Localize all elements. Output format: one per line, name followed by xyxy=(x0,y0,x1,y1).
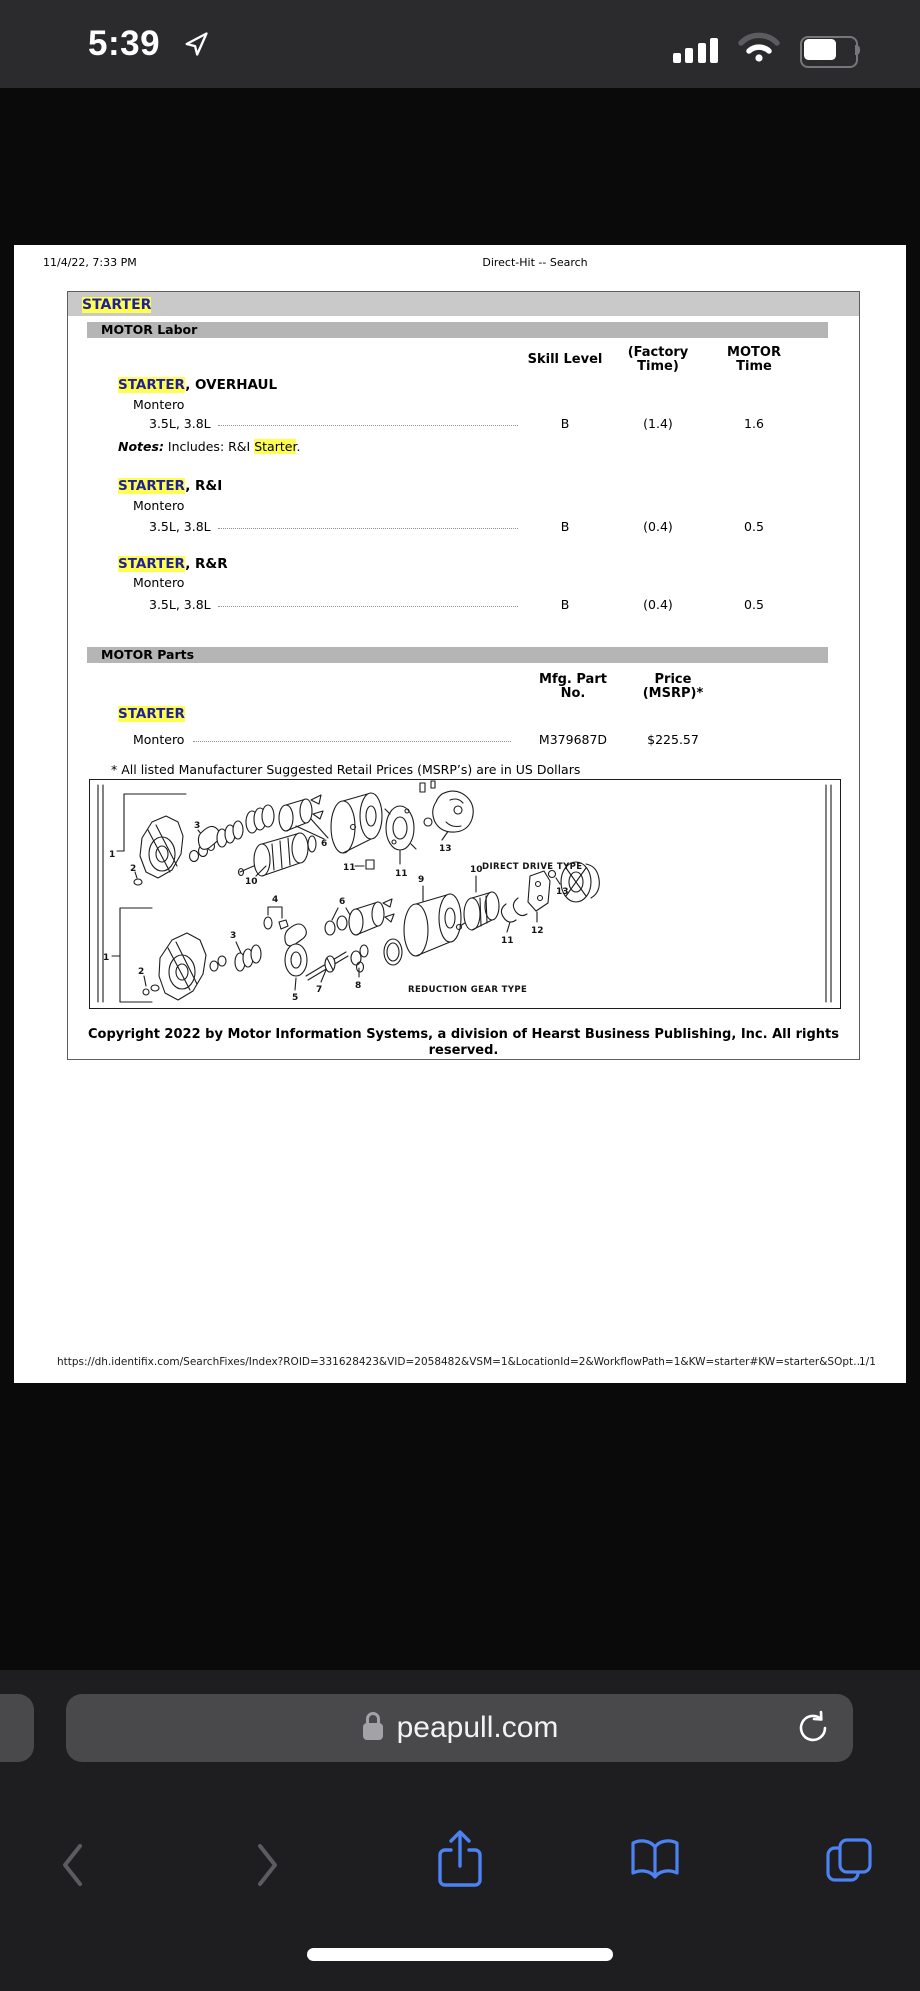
starter-exploded-diagram xyxy=(89,779,841,1009)
col-price-msrp: Price (MSRP)* xyxy=(642,672,704,701)
page-title: Direct-Hit -- Search xyxy=(482,256,588,269)
diagram-part-number: 2 xyxy=(130,864,137,874)
labor-entry-title: STARTER, R&R xyxy=(118,556,228,572)
dotted-leader xyxy=(218,528,518,529)
dotted-leader xyxy=(218,425,518,426)
diagram-part-number: 7 xyxy=(316,985,323,995)
copyright-notice: Copyright 2022 by Motor Information Systems, a division of Hearst Business Publishing, Inc. All rights reserved. xyxy=(88,1027,839,1058)
model-name: Montero xyxy=(133,498,185,513)
diagram-part-number: 11 xyxy=(343,863,356,873)
factory-time-value: (0.4) xyxy=(643,519,673,534)
diagram-part-number: 6 xyxy=(321,839,328,849)
diagram-part-number: 2 xyxy=(138,967,145,977)
diagram-part-number: 3 xyxy=(230,931,237,941)
diagram-part-number: 3 xyxy=(194,821,201,831)
dotted-leader xyxy=(218,606,518,607)
parts-entry-title: STARTER xyxy=(118,706,185,722)
skill-value: B xyxy=(560,416,570,431)
msrp-disclaimer: * All listed Manufacturer Suggested Retail Prices (MSRP’s) are in US Dollars xyxy=(111,762,581,777)
diagram-part-number: 8 xyxy=(355,981,362,991)
factory-time-value: (0.4) xyxy=(643,597,673,612)
notes-line: Notes: Includes: R&I Starter. xyxy=(118,439,301,454)
bookmarks-button[interactable] xyxy=(628,1838,682,1889)
col-motor-time: MOTOR Time xyxy=(727,345,781,374)
skill-value: B xyxy=(560,597,570,612)
col-factory-time: (Factory Time) xyxy=(627,345,689,374)
print-timestamp: 11/4/22, 7:33 PM xyxy=(43,256,137,269)
motor-time-value: 0.5 xyxy=(744,519,764,534)
col-skill-level: Skill Level xyxy=(527,352,603,367)
diagram-part-number: 1 xyxy=(109,850,116,860)
diagram-label-direct-drive: DIRECT DRIVE TYPE xyxy=(482,862,583,872)
safari-toolbar xyxy=(0,1670,920,1991)
clock: 5:39 xyxy=(88,24,161,63)
share-button[interactable] xyxy=(435,1828,485,1895)
pdf-page[interactable] xyxy=(14,245,906,1383)
diagram-part-number: 11 xyxy=(501,936,514,946)
address-bar[interactable] xyxy=(66,1694,853,1762)
labor-entry-title: STARTER, R&I xyxy=(118,478,223,494)
address-text: peapull.com xyxy=(396,1711,559,1744)
adjacent-tab-edge[interactable] xyxy=(0,1694,34,1762)
diagram-part-number: 13 xyxy=(556,887,569,897)
diagram-part-number: 13 xyxy=(439,844,452,854)
bottom-nav-row xyxy=(0,1842,920,1902)
reload-button[interactable] xyxy=(795,1710,831,1746)
section-header-bar xyxy=(68,292,859,316)
cellular-signal-icon xyxy=(673,37,719,63)
status-bar xyxy=(0,0,920,88)
back-button[interactable] xyxy=(58,1842,86,1893)
engine-spec: 3.5L, 3.8L xyxy=(149,519,211,534)
diagram-part-number: 10 xyxy=(470,865,483,875)
page-indicator: 1/1 xyxy=(859,1356,876,1368)
motor-time-value: 1.6 xyxy=(744,416,764,431)
home-indicator[interactable] xyxy=(307,1948,613,1961)
wifi-icon xyxy=(738,32,780,67)
engine-spec: 3.5L, 3.8L xyxy=(149,416,211,431)
battery-icon xyxy=(800,36,866,64)
diagram-part-number: 5 xyxy=(292,993,299,1003)
col-part-number: Mfg. Part No. xyxy=(539,672,607,701)
results-box xyxy=(67,291,860,1060)
diagram-part-number: 9 xyxy=(418,875,425,885)
diagram-part-number: 12 xyxy=(531,926,544,936)
diagram-part-number: 1 xyxy=(103,953,110,963)
model-name: Montero xyxy=(133,575,185,590)
status-icons xyxy=(673,32,867,67)
diagram-part-number: 10 xyxy=(245,877,258,887)
dotted-leader xyxy=(193,741,511,742)
forward-button[interactable] xyxy=(254,1842,282,1893)
lock-icon xyxy=(361,1710,385,1747)
model-name: Montero xyxy=(133,732,185,747)
location-arrow-icon xyxy=(182,30,210,63)
model-name: Montero xyxy=(133,397,185,412)
motor-labor-header: MOTOR Labor xyxy=(87,322,828,338)
diagram-part-number: 11 xyxy=(395,869,408,879)
diagram-label-reduction-gear: REDUCTION GEAR TYPE xyxy=(408,985,528,995)
keyword-highlight: Starter xyxy=(254,439,297,454)
motor-time-value: 0.5 xyxy=(744,597,764,612)
tabs-button[interactable] xyxy=(824,1836,874,1891)
keyword-highlight: STARTER xyxy=(82,297,152,313)
factory-time-value: (1.4) xyxy=(643,416,673,431)
price-value: $225.57 xyxy=(647,732,699,747)
labor-entry-title: STARTER, OVERHAUL xyxy=(118,377,278,393)
diagram-part-number: 4 xyxy=(272,895,279,905)
skill-value: B xyxy=(560,519,570,534)
diagram-part-number: 6 xyxy=(339,897,346,907)
source-url: https://dh.identifix.com/SearchFixes/Index?ROID=331628423&VID=2058482&VSM=1&LocationId=2&WorkflowPath=1&KW=starter#KW=starter&SOpt… xyxy=(57,1356,864,1368)
part-number-value: M379687D xyxy=(538,732,608,747)
engine-spec: 3.5L, 3.8L xyxy=(149,597,211,612)
motor-parts-header: MOTOR Parts xyxy=(87,647,828,663)
